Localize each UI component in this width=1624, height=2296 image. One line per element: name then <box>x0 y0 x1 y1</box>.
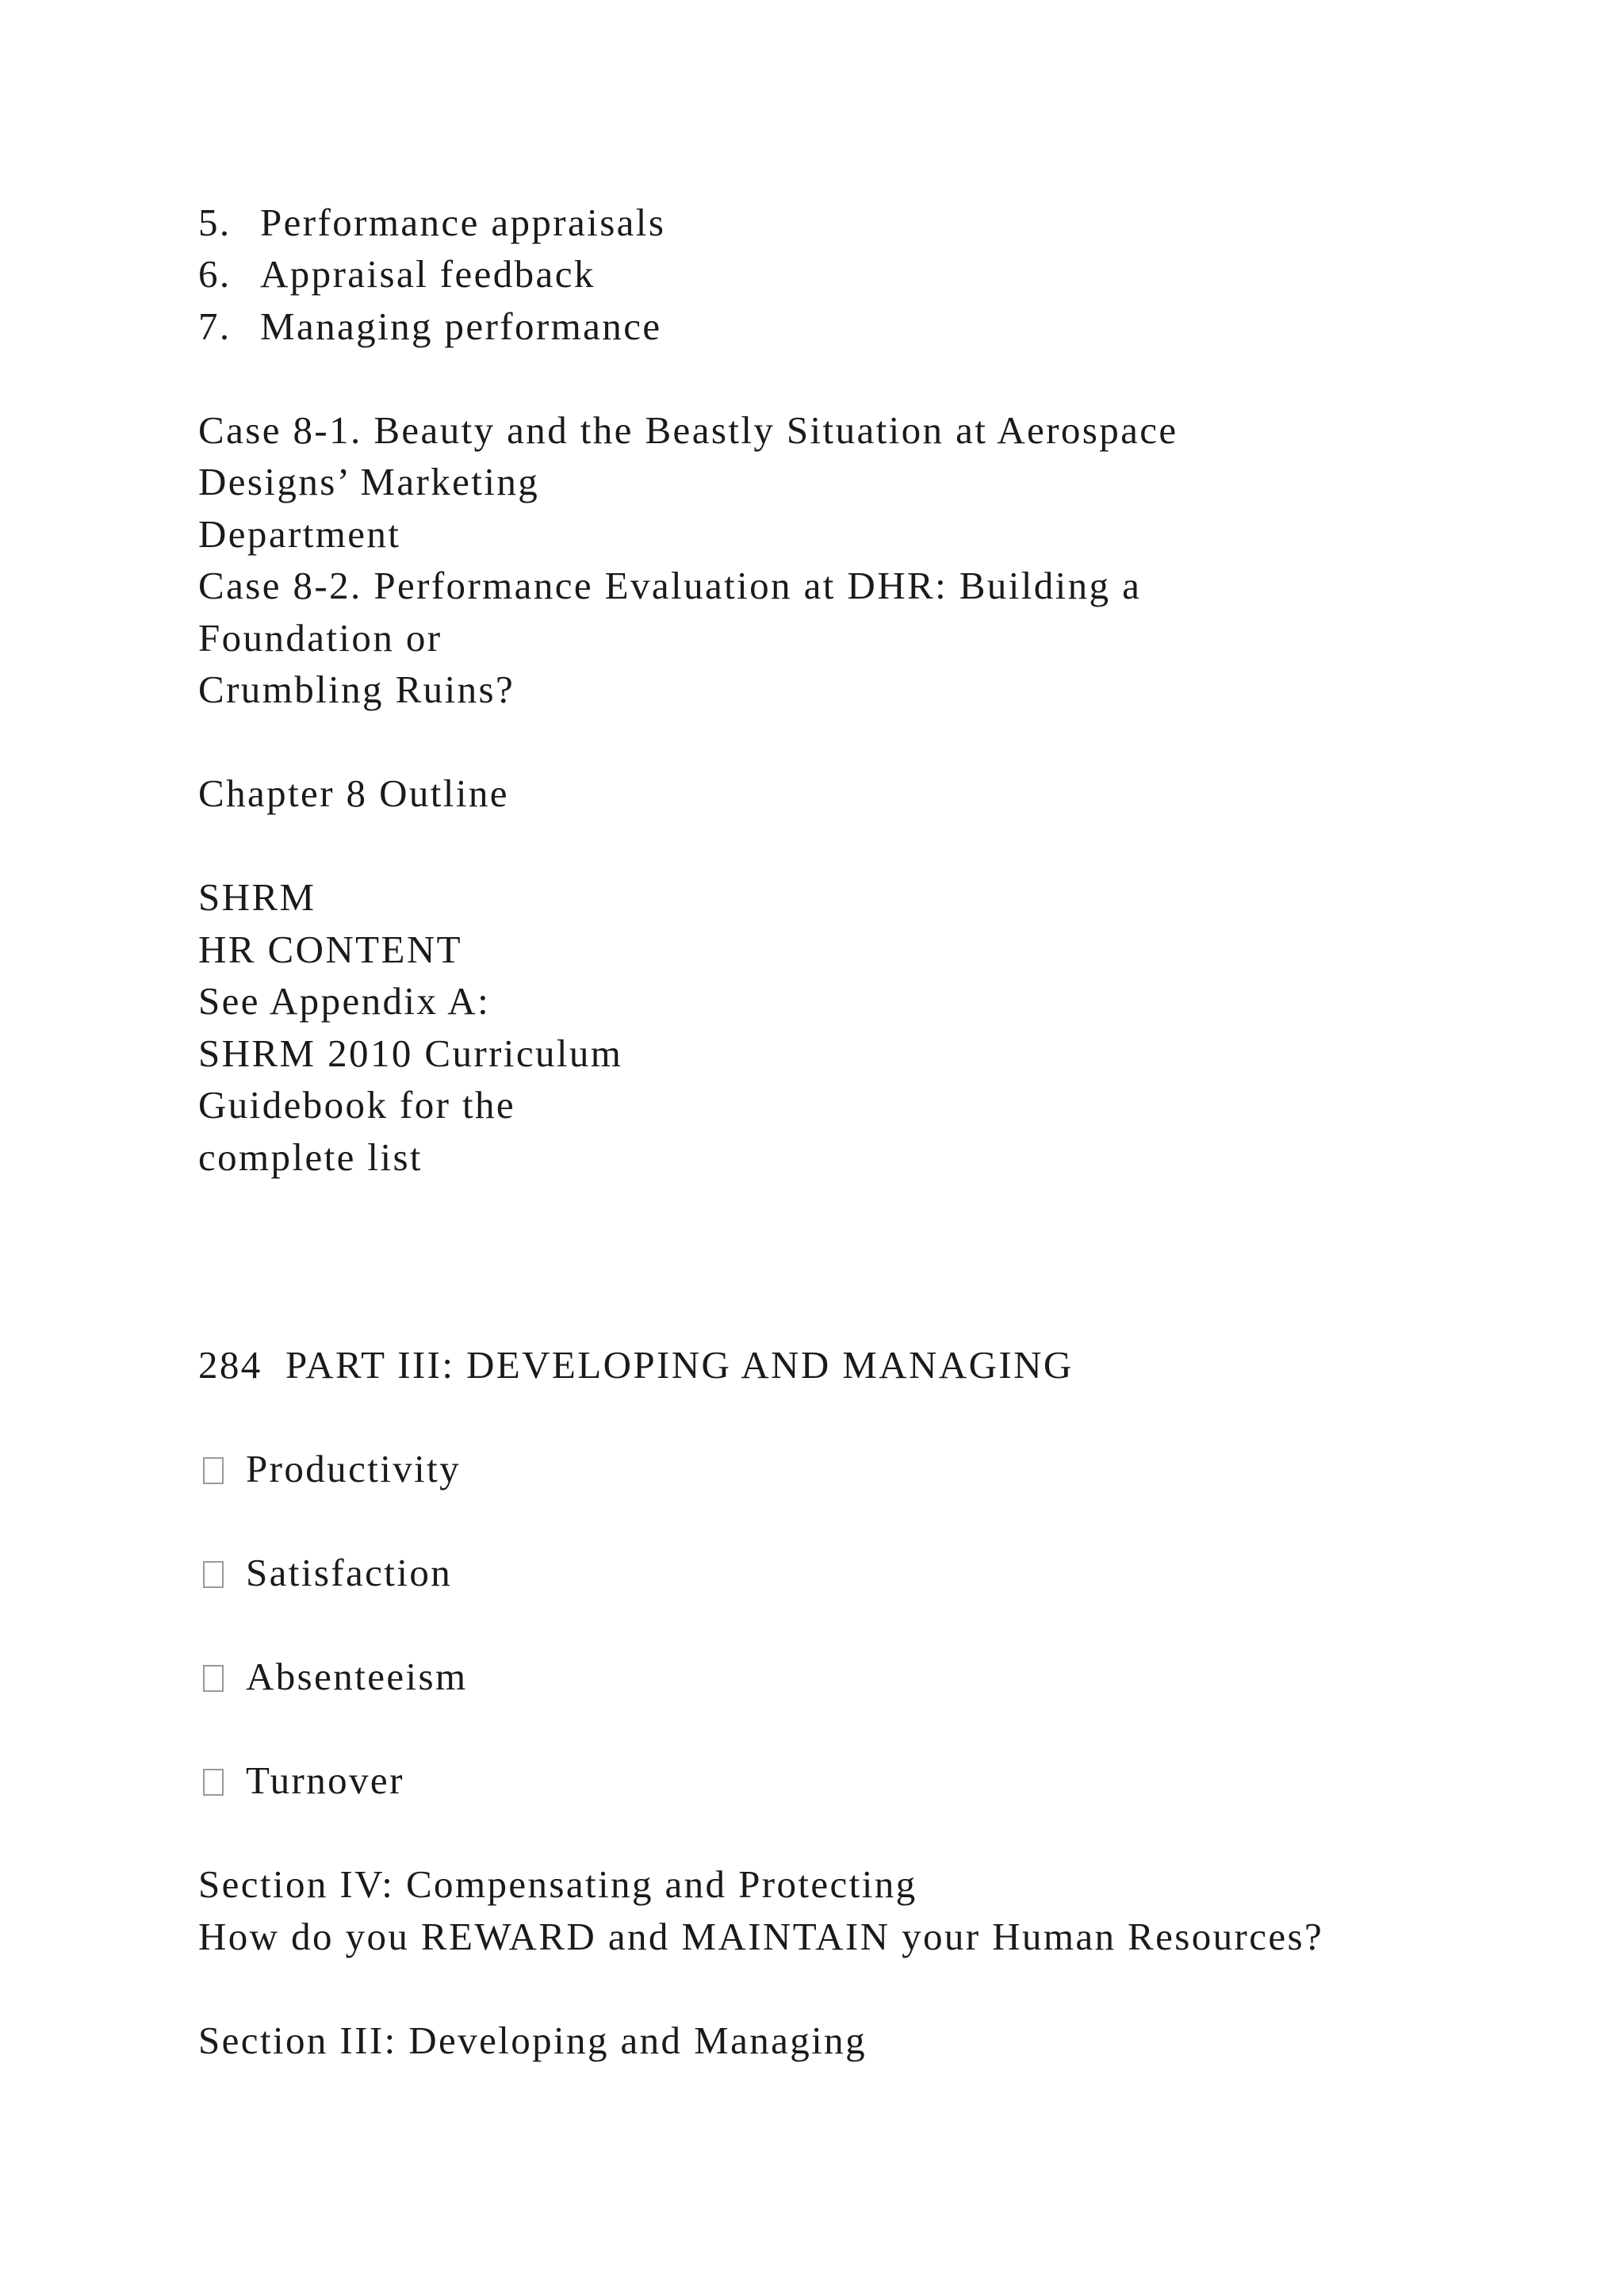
section-iv-question: How do you REWARD and MAINTAIN your Human Resources? <box>198 1915 1324 1958</box>
shrm-line: SHRM 2010 Curriculum <box>198 1031 623 1075</box>
case-line: Case 8-2. Performance Evaluation at DHR: Building a <box>198 564 1142 607</box>
shrm-line: complete list <box>198 1135 423 1179</box>
list-number: 7. <box>198 304 232 348</box>
missing-glyph-icon <box>203 1769 224 1796</box>
outcome-item <box>198 1443 461 1495</box>
list-item <box>198 197 665 249</box>
shrm-line: HR CONTENT <box>198 928 462 971</box>
list-item <box>198 300 662 353</box>
list-text: Appraisal feedback <box>260 252 596 296</box>
case-line: Designs’ Marketing <box>198 460 540 503</box>
list-text: Performance appraisals <box>260 201 666 244</box>
list-number: 6. <box>198 252 232 296</box>
outcome-item <box>198 1651 468 1703</box>
shrm-line: Guidebook for the <box>198 1083 516 1127</box>
section-iii-title: Section III: Developing and Managing <box>198 2019 867 2062</box>
case-line: Department <box>198 512 401 556</box>
outcome-text: Satisfaction <box>246 1551 453 1594</box>
outcome-item <box>198 1547 452 1599</box>
missing-glyph-icon <box>203 1457 224 1484</box>
outcome-text: Turnover <box>246 1758 404 1802</box>
case-line: Crumbling Ruins? <box>198 668 515 711</box>
list-text: Managing performance <box>260 304 662 348</box>
page-header <box>198 1339 1074 1391</box>
outcome-item <box>198 1755 404 1807</box>
case-line: Foundation or <box>198 616 442 660</box>
missing-glyph-icon <box>203 1561 224 1588</box>
part-title: PART III: DEVELOPING AND MANAGING <box>285 1343 1074 1387</box>
outcome-text: Absenteeism <box>246 1655 468 1698</box>
page-number: 284 <box>198 1343 262 1387</box>
section-iv-title: Section IV: Compensating and Protecting <box>198 1862 917 1906</box>
shrm-line: See Appendix A: <box>198 979 491 1023</box>
shrm-line: SHRM <box>198 875 316 919</box>
list-item <box>198 248 596 300</box>
list-number: 5. <box>198 201 232 244</box>
chapter-outline-heading: Chapter 8 Outline <box>198 771 509 815</box>
missing-glyph-icon <box>203 1665 224 1692</box>
case-line: Case 8-1. Beauty and the Beastly Situation at Aerospace <box>198 408 1178 452</box>
outcome-text: Productivity <box>246 1447 462 1490</box>
